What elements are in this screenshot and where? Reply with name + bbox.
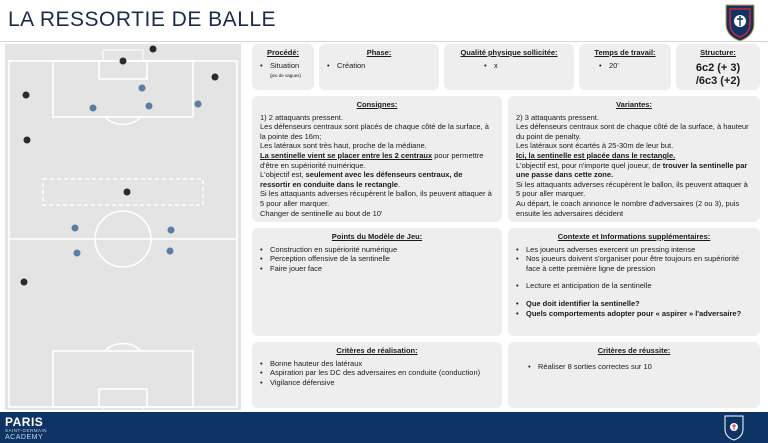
reussite-panel — [508, 342, 760, 408]
variantes-bold: trouver la sentinelle par une passe dans cette zone. — [516, 160, 748, 180]
player-dark — [24, 137, 31, 144]
player-blue — [72, 225, 79, 232]
player-blue — [74, 250, 81, 257]
qualite-value: • x — [484, 61, 566, 71]
phase-heading: Phase: — [366, 48, 392, 57]
variantes-line: Si les attaquants adverses récupèrent le ballon, ils peuvent attaquer à 5 pour aller marquer. — [516, 179, 748, 199]
contexte-item: • Nos joueurs doivent s'organiser pour être toujours en supériorité face à cette première ligne de pression — [516, 254, 752, 273]
consignes-heading: Consignes: — [356, 100, 398, 109]
footer-brand: PARIS — [5, 415, 44, 429]
player-blue — [146, 103, 153, 110]
consignes-panel — [252, 96, 502, 222]
variantes-line: Les latéraux sont écartés à 25-30m de leur but. — [516, 141, 674, 151]
player-dark — [212, 74, 219, 81]
contexte-question: • Quels comportements adopter pour « aspirer » l'adversaire? — [516, 309, 752, 319]
procede-panel — [252, 44, 314, 90]
footer-brand-academy: ACADEMY — [5, 434, 44, 441]
consignes-emphasis: La sentinelle vient se placer entre les 2 centraux — [260, 150, 433, 160]
points-item: • Perception offensive de la sentinelle — [260, 254, 494, 264]
variantes-panel — [508, 96, 760, 222]
consignes-text: pour permettre d'être en supériorité numérique. — [260, 150, 484, 170]
variantes-line: Les défenseurs centraux sont de chaque côté de la surface, à hauteur du point de penalty. — [516, 122, 749, 141]
temps-panel — [579, 44, 671, 90]
procede-value: Situation — [270, 60, 300, 70]
variantes-text: L'objectif est, pour n'importe quel joueur, de — [516, 160, 663, 170]
player-dark — [150, 46, 157, 53]
phase-panel — [319, 44, 439, 90]
player-dark — [21, 279, 28, 286]
structure-line2: /6c3 (+2) — [695, 74, 741, 87]
temps-value: • 20' — [599, 61, 663, 71]
structure-line1: 6c2 (+ 3) — [695, 61, 741, 74]
variantes-line: 2) 3 attaquants pressent. — [516, 112, 599, 122]
player-dark — [120, 58, 127, 65]
variantes-heading: Variantes: — [616, 100, 652, 109]
variantes-line: Au départ, le coach annonce le nombre d'adversaires (2 ou 3), puis ensuite les adversaires décident — [516, 198, 740, 218]
reussite-item: • Réaliser 8 sorties correctes sur 10 — [528, 362, 752, 372]
consignes-line: Les défenseurs centraux sont placés de chaque côté de la surface, à la pointe des 16m; — [260, 122, 489, 141]
reussite-heading: Critères de réussite: — [597, 346, 671, 355]
consignes-text: . — [397, 179, 401, 189]
contexte-panel — [508, 228, 760, 336]
player-blue — [90, 105, 97, 112]
structure-panel — [676, 44, 760, 90]
psg-crest-icon — [723, 414, 745, 441]
consignes-line: Les latéraux sont très haut, proche de la médiane. — [260, 141, 427, 151]
realisation-heading: Critères de réalisation: — [336, 346, 418, 355]
player-dark — [23, 92, 30, 99]
procede-heading: Procédé: — [266, 48, 300, 57]
points-panel — [252, 228, 502, 336]
realisation-item: • Vigilance défensive — [260, 378, 494, 388]
procede-sub: (jeu de vagues) — [270, 73, 302, 79]
psg-crest-icon — [722, 2, 758, 42]
contexte-item: • Les joueurs adverses exercent un pressing intense — [516, 245, 752, 255]
realisation-item: • Bonne hauteur des latéraux — [260, 359, 494, 369]
points-item: • Faire jouer face — [260, 264, 494, 274]
contexte-item: • Lecture et anticipation de la sentinelle — [516, 281, 752, 291]
consignes-line: 1) 2 attaquants pressent. — [260, 112, 343, 122]
temps-heading: Temps de travail: — [594, 48, 656, 57]
page-title: LA RESSORTIE DE BALLE — [8, 8, 277, 31]
variantes-emphasis: Ici, la sentinelle est placée dans le rectangle. — [516, 150, 676, 160]
phase-value: • Création — [327, 61, 431, 71]
player-blue — [167, 248, 174, 255]
structure-heading: Structure: — [700, 48, 736, 57]
realisation-item: • Aspiration par les DC des adversaires en conduite (conduction) — [260, 368, 494, 378]
player-blue — [168, 227, 175, 234]
player-dark — [124, 189, 131, 196]
header-divider — [0, 41, 768, 42]
player-blue — [195, 101, 202, 108]
realisation-panel — [252, 342, 502, 408]
footer-brand-sub: SAINT-GERMAIN — [5, 428, 48, 433]
footer-bar — [0, 412, 768, 443]
consignes-line: Si les attaquants adverses récupèrent le ballon, ils peuvent attaquer à 5 pour aller marquer. — [260, 189, 492, 208]
points-heading: Points du Modèle de Jeu: — [331, 232, 423, 241]
qualite-panel — [444, 44, 574, 90]
contexte-heading: Contexte et Informations supplémentaires: — [557, 232, 711, 241]
consignes-text: L'objectif est, — [260, 170, 306, 180]
points-item: • Construction en supériorité numérique — [260, 245, 494, 255]
consignes-bold: seulement avec les défenseurs centraux, de ressortir en conduite dans le rectangle — [260, 170, 463, 189]
pitch-diagram — [5, 44, 241, 410]
player-blue — [139, 85, 146, 92]
qualite-heading: Qualité physique sollicitée: — [460, 48, 558, 57]
consignes-line: Changer de sentinelle au bout de 10' — [260, 208, 383, 218]
contexte-question: • Que doit identifier la sentinelle? — [516, 299, 752, 309]
